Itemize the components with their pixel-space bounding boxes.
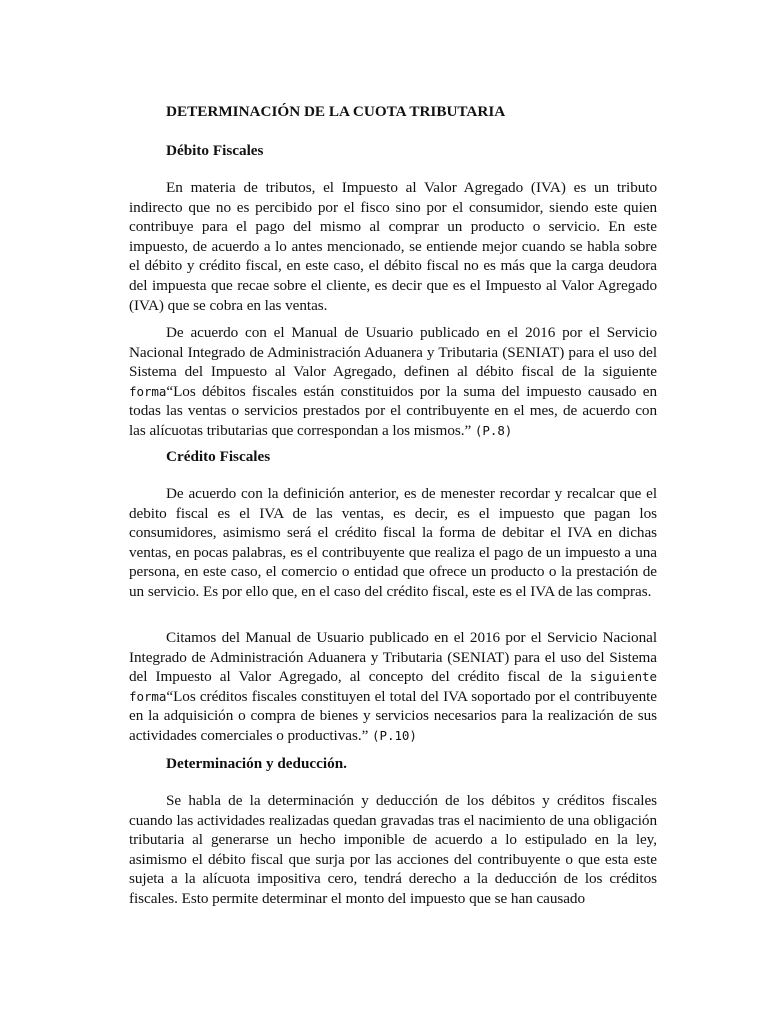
paragraph-text: De acuerdo con el Manual de Usuario publicado en el 2016 por el Servicio Nacional Integrado de Administración Aduanera y Tributaria (SENIAT) para el uso del Sistema del Impuesto al Valor Agregado, definen al débito fiscal de la siguiente — [129, 324, 657, 381]
paragraph-debito-definition — [129, 323, 657, 441]
document-title: DETERMINACIÓN DE LA CUOTA TRIBUTARIA — [166, 103, 506, 120]
page-citation: (P.10) — [372, 727, 417, 743]
paragraph-text: Citamos del Manual de Usuario publicado en el 2016 por el Servicio Nacional Integrado de Administración Aduanera y Tributaria (SENIAT) para el uso del Sistema del Impuesto al Valor Agregado, al concepto del crédito fiscal de la — [129, 629, 657, 686]
quotation: “Los débitos fiscales están constituidos por la suma del impuesto causado en todas las ventas o servicios prestados por el contribuyente en el mes, de acuerdo con las alícuotas tributarias que correspondan a los mismos.” — [129, 382, 657, 439]
paragraph-determinacion: Se habla de la determinación y deducción de los débitos y créditos fiscales cuando las actividades realizadas quedan gravadas tras el nacimiento de una obligación tributaria al generarse un hecho imponible de acuerdo a lo estipulado en la ley, asimismo el débito fiscal que surja por las acciones del contribuyente o que esta este sujeta a la alícuota impositiva cero, tendrá derecho a la deducción de los créditos fiscales. Esto permite determinar el monto del impuesto que se han causado — [129, 792, 657, 907]
mono-word: siguiente forma — [129, 669, 657, 704]
mono-word: forma — [129, 383, 167, 399]
paragraph-credito-definition — [129, 628, 657, 746]
quotation: “Los créditos fiscales constituyen el total del IVA soportado por el contribuyente en la adquisición o compra de bienes y servicios necesarios para la realización de sus actividades comerciales o productivas.” — [129, 687, 657, 744]
section-heading-debito: Débito Fiscales — [166, 142, 264, 159]
section-heading-determinacion: Determinación y deducción. — [166, 755, 347, 772]
section-heading-credito: Crédito Fiscales — [166, 448, 271, 465]
page-citation: (P.8) — [474, 422, 513, 438]
paragraph-debito-intro: En materia de tributos, el Impuesto al Valor Agregado (IVA) es un tributo indirecto que no es percibido por el fisco sino por el consumidor, siendo este quien contribuye para el pago del mismo al comprar un producto o servicio. En este impuesto, de acuerdo a lo antes mencionado, se entiende mejor cuando se habla sobre el débito y crédito fiscal, en este caso, el débito fiscal no es más que la carga deudora del impuesta que recae sobre el cliente, es decir que es el Impuesto al Valor Agregado (IVA) que se cobra en las ventas. — [129, 179, 657, 314]
paragraph-credito-intro: De acuerdo con la definición anterior, es de menester recordar y recalcar que el debito fiscal es el IVA de las ventas, es decir, es el impuesto que pagan los consumidores, asimismo será el crédito fiscal la forma de debitar el IVA en dichas ventas, en pocas palabras, es el contribuyente que realiza el pago de un impuesto a una persona, en este caso, el comercio o entidad que ofrece un producto o la prestación de un servicio. Es por ello que, en el caso del crédito fiscal, este es el IVA de las compras. — [129, 485, 657, 600]
